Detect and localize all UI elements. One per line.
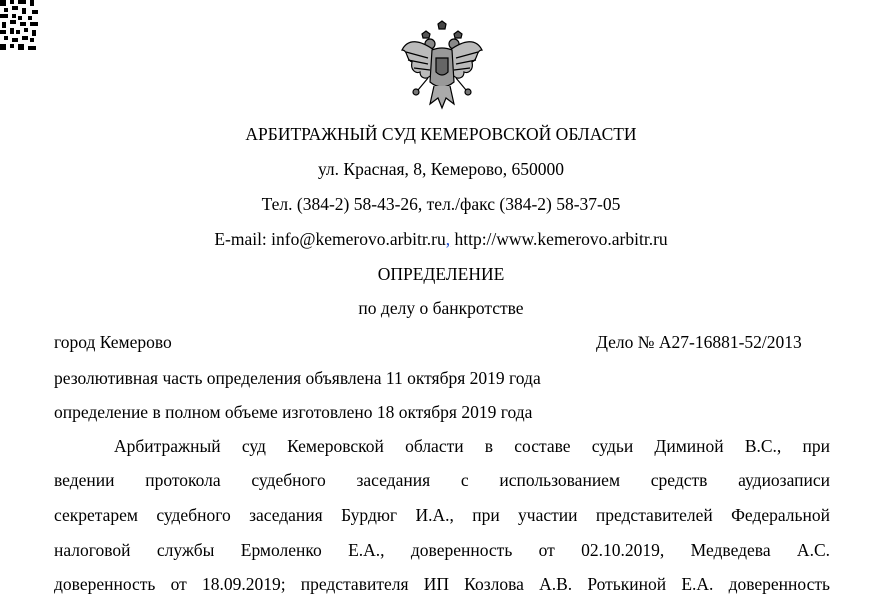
document-title: ОПРЕДЕЛЕНИЕ — [377, 264, 505, 284]
court-name: АРБИТРАЖНЫЙ СУД КЕМЕРОВСКОЙ ОБЛАСТИ — [245, 124, 637, 144]
document-subtitle: по делу о банкротстве — [358, 298, 524, 318]
court-address: ул. Красная, 8, Кемерово, 650000 — [317, 159, 565, 179]
completed-date: определение в полном объеме изготовлено 18 октября 2019 года — [54, 402, 533, 422]
body-line-4: налоговой службы Ермоленко Е.А., доверенность от 02.10.2019, Медведева А.С. — [54, 540, 830, 560]
link-separator[interactable]: , — [445, 229, 451, 249]
body-line-1: Арбитражный суд Кемеровской области в составе судьи Диминой В.С., при — [114, 436, 830, 456]
court-contacts — [0, 229, 882, 250]
body-line-3: секретарем судебного заседания Бурдюг И.А., при участии представителей Федеральной — [54, 505, 830, 525]
case-number: Дело № А27-16881-52/2013 — [596, 332, 802, 352]
coat-of-arms-icon — [400, 20, 484, 112]
qr-code-icon — [0, 0, 38, 52]
website-link[interactable]: http://www.kemerovo.arbitr.ru — [450, 229, 668, 249]
city: город Кемерово — [54, 332, 172, 352]
announced-date: резолютивная часть определения объявлена 11 октября 2019 года — [54, 368, 541, 388]
body-line-5: доверенность от 18.09.2019; представителя ИП Козлова А.В. Ротькиной Е.А. доверенность — [54, 574, 830, 594]
court-phones: Тел. (384-2) 58-43-26, тел./факс (384-2) 58-37-05 — [261, 194, 621, 214]
body-line-2: ведении протокола судебного заседания с использованием средств аудиозаписи — [54, 470, 830, 490]
email-text: E-mail: info@kemerovo.arbitr.ru — [214, 229, 446, 249]
